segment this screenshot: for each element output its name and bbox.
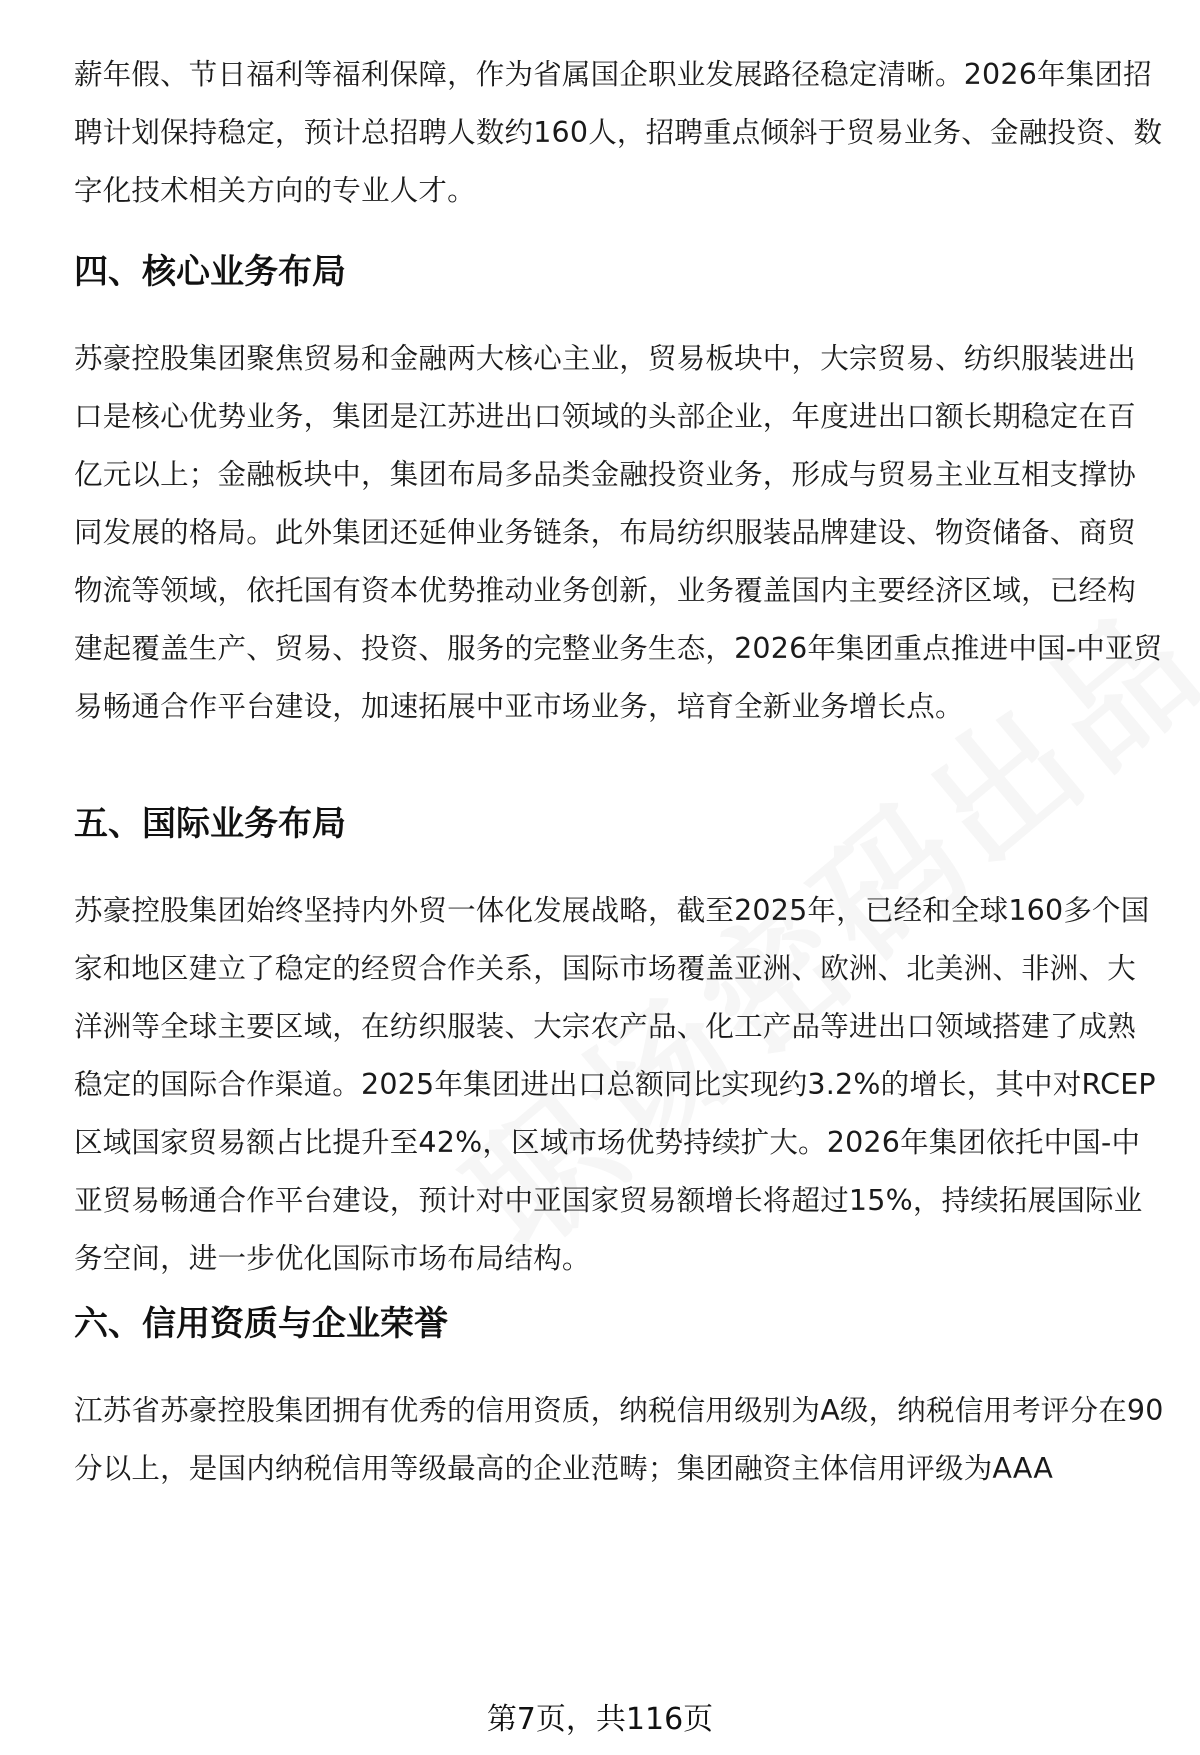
paragraph-credit-honors: 江苏省苏豪控股集团拥有优秀的信用资质，纳税信用级别为A级，纳税信用考评分在90分以上，是国内纳税信用等级最高的企业范畴；集团融资主体信用评级为AAA xyxy=(74,1394,1164,1485)
section-heading-international-business: 五、国际业务布局 xyxy=(74,804,346,844)
section-heading-core-business: 四、核心业务布局 xyxy=(74,252,346,292)
paragraph-benefits: 薪年假、节日福利等福利保障，作为省属国企职业发展路径稳定清晰。2026年集团招聘计划保持稳定，预计总招聘人数约160人，招聘重点倾斜于贸易业务、金融投资、数字化技术相关方向的专业人才。 xyxy=(74,58,1163,207)
page-number-footer: 第7页，共116页 xyxy=(486,1702,714,1737)
paragraph-core-business: 苏豪控股集团聚焦贸易和金融两大核心主业，贸易板块中，大宗贸易、纺织服装进出口是核心优势业务，集团是江苏进出口领域的头部企业，年度进出口额长期稳定在百亿元以上；金融板块中，集团布局多品类金融投资业务，形成与贸易主业互相支撑协同发展的格局。此外集团还延伸业务链条，布局纺织服装品牌建设、物资储备、商贸物流等领域，依托国有资本优势推动业务创新，业务覆盖国内主要经济区域，已经构建起覆盖生产、贸易、投资、服务的完整业务生态，2026年集团重点推进中国-中亚贸易畅通合作平台建设，加速拓展中亚市场业务，培育全新业务增长点。 xyxy=(74,342,1163,723)
section-heading-credit-honors: 六、信用资质与企业荣誉 xyxy=(74,1304,448,1344)
paragraph-international-business: 苏豪控股集团始终坚持内外贸一体化发展战略，截至2025年，已经和全球160多个国家和地区建立了稳定的经贸合作关系，国际市场覆盖亚洲、欧洲、北美洲、非洲、大洋洲等全球主要区域，在纺织服装、大宗农产品、化工产品等进出口领域搭建了成熟稳定的国际合作渠道。2025年集团进出口总额同比实现约3.2%的增长，其中对RCEP区域国家贸易额占比提升至42%，区域市场优势持续扩大。2026年集团依托中国-中亚贸易畅通合作平台建设，预计对中亚国家贸易额增长将超过15%，持续拓展国际业务空间，进一步优化国际市场布局结构。 xyxy=(74,894,1156,1275)
